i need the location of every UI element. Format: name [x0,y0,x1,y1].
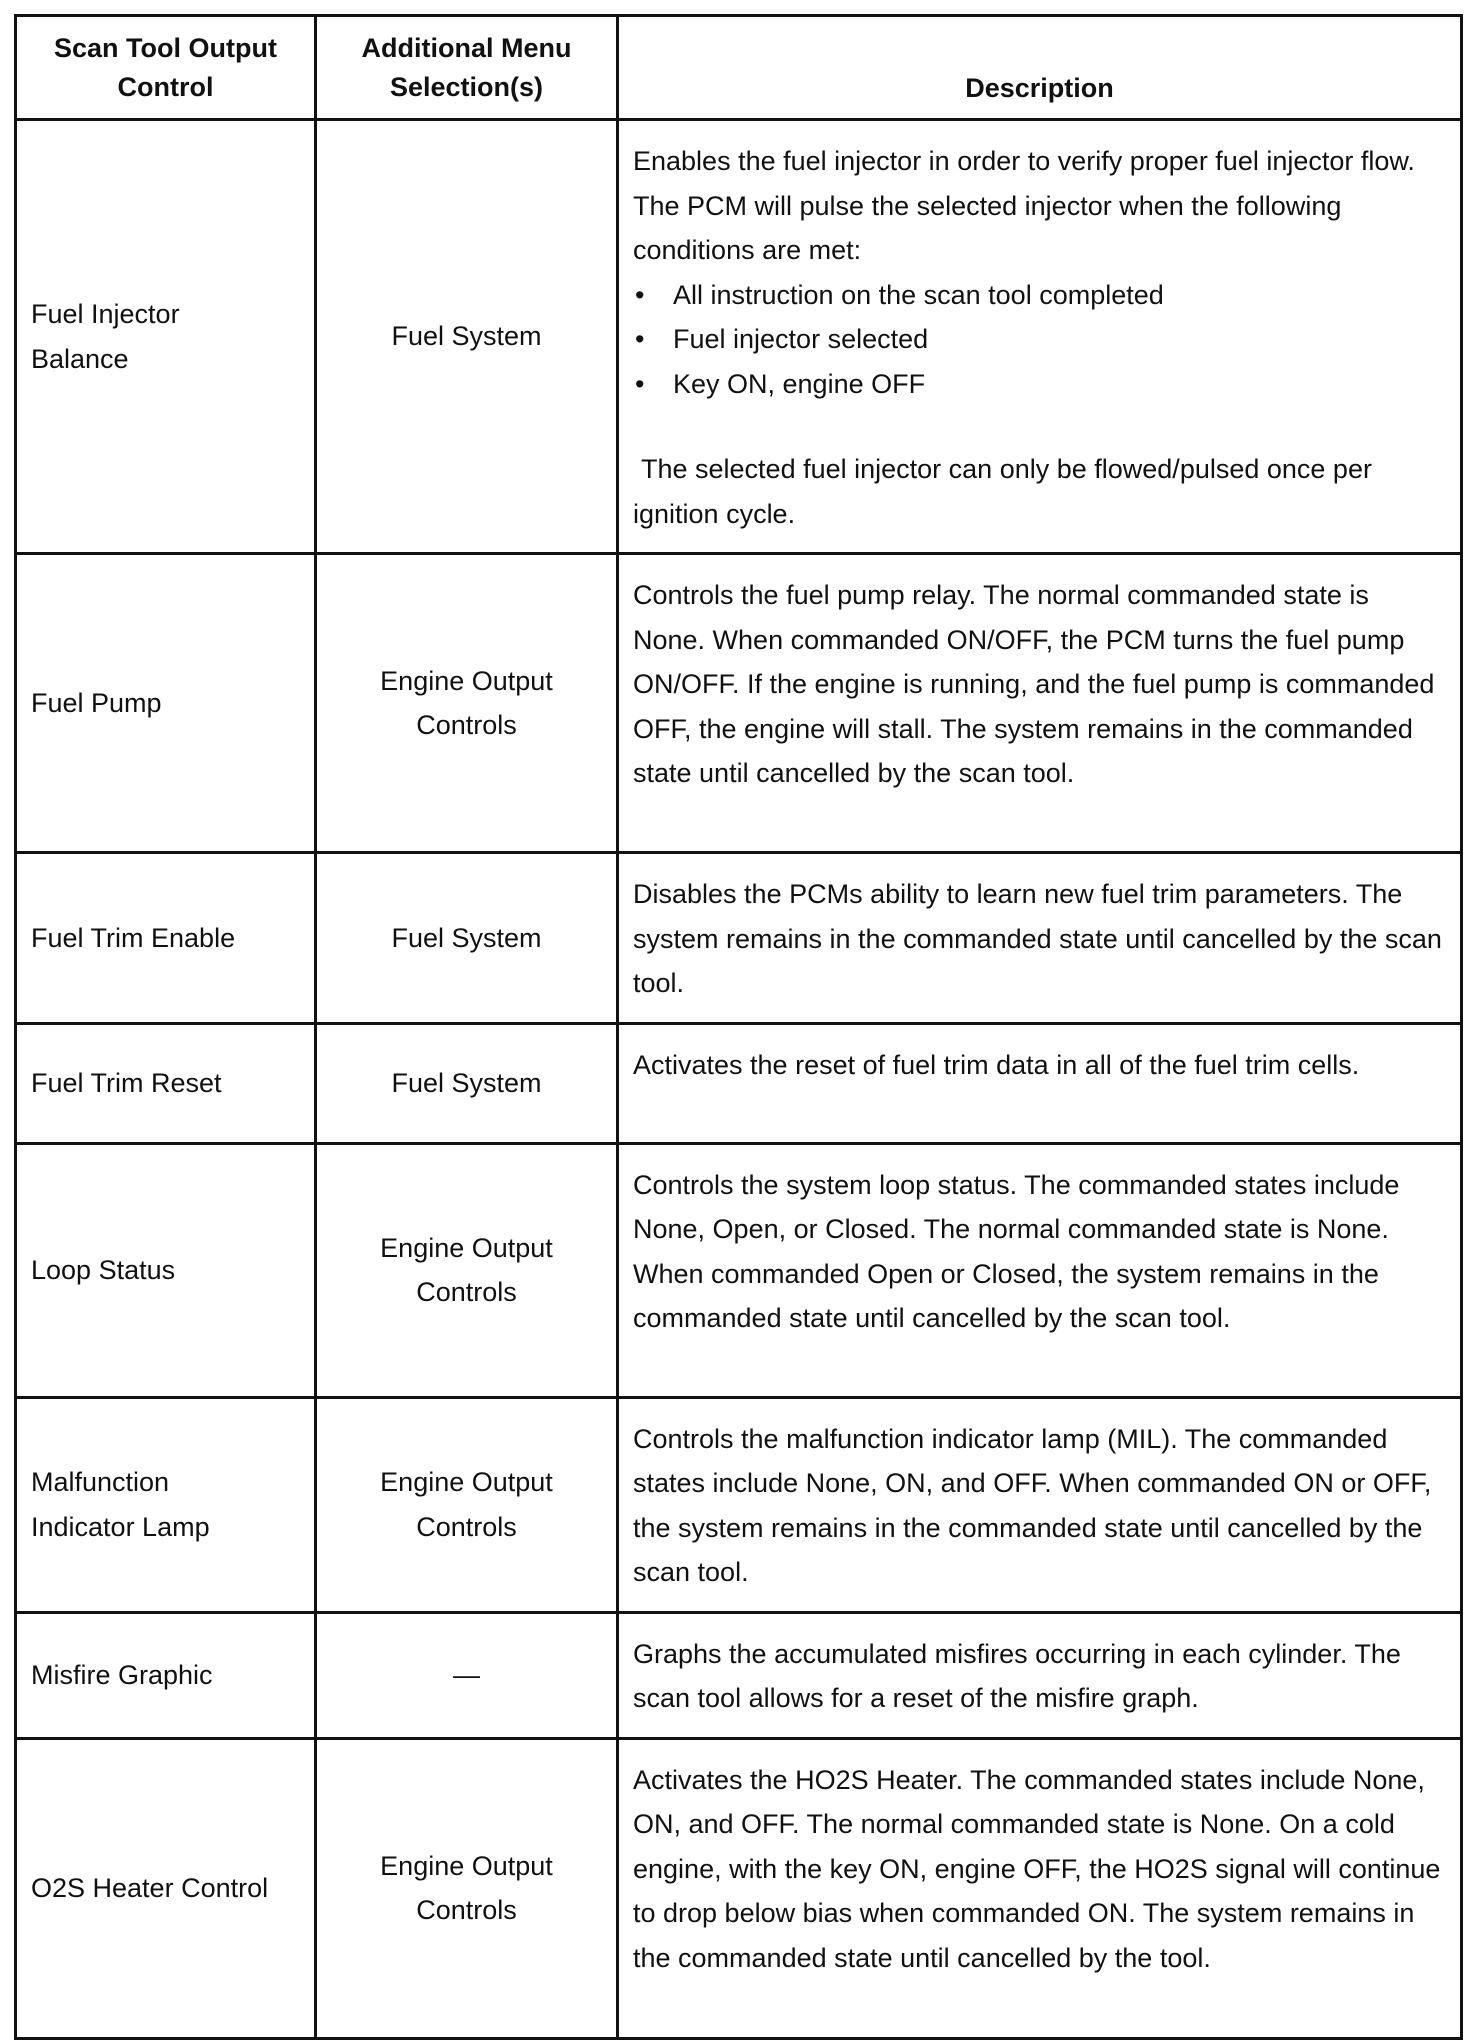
table-row [16,1023,1462,1143]
row-output-control: Fuel Pump [16,554,316,853]
row-description: Activates the HO2S Heater. The commanded states include None, ON, and OFF. The normal commanded state is None. On a cold engine, with the key ON, engine OFF, the HO2S signal will continue to drop below bias when commanded ON. The system remains in the commanded state until cancelled by the tool. [618,1738,1462,2038]
row-description: Graphs the accumulated misfires occurring in each cylinder. The scan tool allows for a reset of the misfire graph. [618,1612,1462,1738]
table-header-row [16,16,1462,120]
table-row [16,1612,1462,1738]
scan-tool-output-controls-table [14,14,1463,2040]
conditions-list [633,273,1446,407]
row-menu-selection: Fuel System [316,120,618,554]
row-output-control: Fuel Trim Reset [16,1023,316,1143]
description-note: The selected fuel injector can only be flowed/pulsed once per ignition cycle. [633,454,1372,529]
document-page [14,14,1463,2040]
header-menu-selections: Additional Menu Selection(s) [316,16,618,120]
list-item: • All instruction on the scan tool completed [635,279,1164,310]
table-row [16,554,1462,853]
row-description: Controls the fuel pump relay. The normal commanded state is None. When commanded ON/OFF, the PCM turns the fuel pump ON/OFF. If the engine is running, and the fuel pump is commanded OFF, the engine will stall. The system remains in the commanded state until cancelled by the scan tool. [618,554,1462,853]
table-row [16,1738,1462,2038]
row-description: Controls the system loop status. The commanded states include None, Open, or Closed. The normal commanded state is None. When commanded Open or Closed, the system remains in the commanded state until cancelled by the scan tool. [618,1143,1462,1397]
row-description: Controls the malfunction indicator lamp (MIL). The commanded states include None, ON, and OFF. When commanded ON or OFF, the system remains in the commanded state until cancelled by the scan tool. [618,1397,1462,1612]
row-description [618,120,1462,554]
row-output-control: O2S Heater Control [16,1738,316,2038]
table-row [16,853,1462,1024]
row-description: Activates the reset of fuel trim data in all of the fuel trim cells. [618,1023,1462,1143]
row-menu-selection: Engine Output Controls [316,554,618,853]
row-output-control: Misfire Graphic [16,1612,316,1738]
row-menu-selection: — [316,1612,618,1738]
row-description: Disables the PCMs ability to learn new fuel trim parameters. The system remains in the commanded state until cancelled by the scan tool. [618,853,1462,1024]
row-menu-selection: Engine Output Controls [316,1397,618,1612]
table-row [16,120,1462,554]
description-intro: Enables the fuel injector in order to verify proper fuel injector flow. The PCM will pulse the selected injector when the following conditions are met: [633,146,1415,265]
row-menu-selection: Engine Output Controls [316,1738,618,2038]
list-item: • Key ON, engine OFF [635,368,926,399]
row-menu-selection: Fuel System [316,1023,618,1143]
row-output-control: Fuel Trim Enable [16,853,316,1024]
row-menu-selection: Engine Output Controls [316,1143,618,1397]
list-item: • Fuel injector selected [635,324,929,354]
row-output-control: Loop Status [16,1143,316,1397]
header-output-control: Scan Tool Output Control [16,16,316,120]
row-output-control: Malfunction Indicator Lamp [16,1397,316,1612]
row-menu-selection: Fuel System [316,853,618,1024]
table-row [16,1143,1462,1397]
table-row [16,1397,1462,1612]
row-output-control: Fuel Injector Balance [16,120,316,554]
header-description: Description [618,16,1462,120]
